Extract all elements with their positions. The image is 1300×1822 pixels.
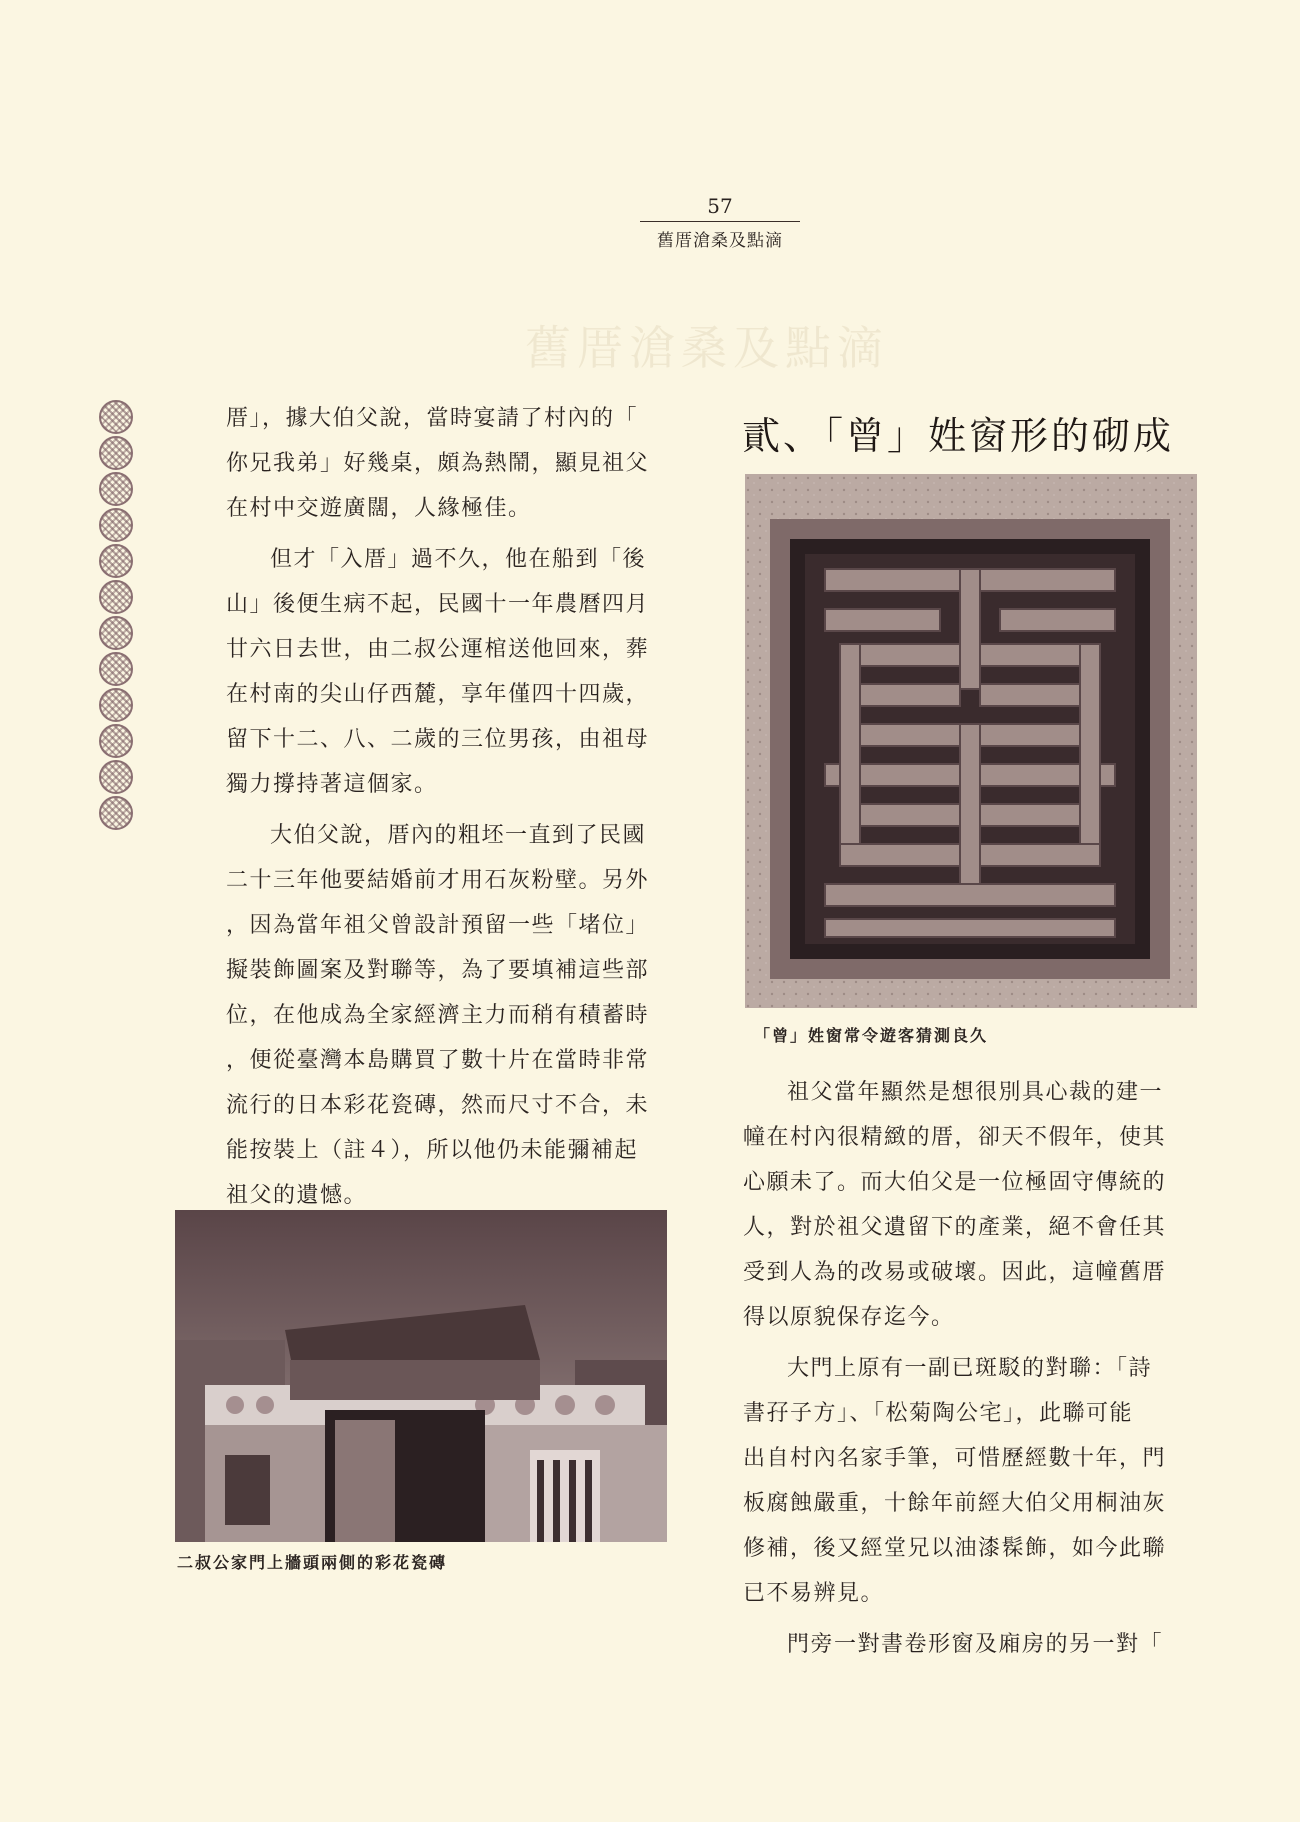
text-line: 但才「入厝」過不久，他在船到「後: [270, 547, 647, 572]
seal-ornament-icon: [99, 436, 133, 470]
text-line: 二十三年他要結婚前才用石灰粉壁。另外: [226, 868, 650, 893]
text-line: 能按裝上（註４），所以他仍未能彌補起: [226, 1138, 639, 1163]
left-text-column: [226, 396, 671, 1218]
seal-ornament-icon: [99, 688, 133, 722]
text-line: 書孖子方」、「松菊陶公宅」，此聯可能: [743, 1401, 1134, 1426]
page-number: 57: [707, 194, 733, 218]
text-line: 大伯父說，厝內的粗坯一直到了民國: [270, 823, 647, 848]
text-line: 幢在村內很精緻的厝，卻天不假年，使其: [743, 1125, 1167, 1150]
zeng-window-illustration: [745, 474, 1197, 1008]
seal-ornament-icon: [99, 472, 133, 506]
text-line: 在村中交遊廣闊，人緣極佳。: [226, 496, 532, 521]
gate-illustration: [175, 1210, 667, 1542]
show-through-title: 舊厝滄桑及點滴: [525, 321, 889, 375]
text-line: 得以原貌保存迄今。: [743, 1305, 955, 1330]
text-line: 修補，後又經堂兄以油漆髹飾，如今此聯: [743, 1536, 1167, 1561]
text-line: 廿六日去世，由二叔公運棺送他回來，葬: [226, 637, 650, 662]
text-line: 已不易辨見。: [743, 1581, 885, 1606]
right-text-column: [743, 1070, 1190, 1667]
running-title: 舊厝滄桑及點滴: [657, 231, 783, 251]
seal-ornament-icon: [99, 580, 133, 614]
header-rule: [640, 221, 800, 222]
left-paragraph-1: [226, 396, 671, 531]
zeng-window-photo: [745, 474, 1197, 1008]
seal-ornament-icon: [99, 796, 133, 830]
text-line: ，便從臺灣本島購買了數十片在當時非常: [226, 1048, 650, 1073]
text-line: 出自村內名家手筆，可惜歷經數十年，門: [743, 1446, 1167, 1471]
gate-photo-caption: 二叔公家門上牆頭兩側的彩花瓷磚: [177, 1553, 448, 1572]
seal-ornament-column: [99, 400, 135, 832]
text-line: 獨力撐持著這個家。: [226, 772, 438, 797]
right-paragraph-3: [743, 1622, 1190, 1667]
right-paragraph-2: [743, 1346, 1190, 1616]
seal-ornament-icon: [99, 724, 133, 758]
text-line: 擬裝飾圖案及對聯等，為了要填補這些部: [226, 958, 650, 983]
seal-ornament-icon: [99, 760, 133, 794]
text-line: ，因為當年祖父曾設計預留一些「堵位」: [226, 913, 650, 938]
seal-ornament-icon: [99, 616, 133, 650]
seal-ornament-icon: [99, 400, 133, 434]
right-paragraph-1: [743, 1070, 1190, 1340]
text-line: 板腐蝕嚴重，十餘年前經大伯父用桐油灰: [743, 1491, 1167, 1516]
text-line: 門旁一對書卷形窗及廂房的另一對「: [787, 1632, 1164, 1657]
seal-ornament-icon: [99, 544, 133, 578]
text-line: 山」後便生病不起，民國十一年農曆四月: [226, 592, 650, 617]
seal-ornament-icon: [99, 652, 133, 686]
left-paragraph-2: [226, 537, 671, 807]
text-line: 心願未了。而大伯父是一位極固守傳統的: [743, 1170, 1167, 1195]
text-line: 留下十二、八、二歲的三位男孩，由祖母: [226, 727, 650, 752]
section-title: 貳、「曾」姓窗形的砌成: [742, 414, 1175, 458]
left-paragraph-3: [226, 813, 671, 1218]
text-line: 祖父的遺憾。: [226, 1183, 368, 1208]
seal-ornament-icon: [99, 508, 133, 542]
text-line: 人，對於祖父遺留下的產業，絕不會任其: [743, 1215, 1167, 1240]
text-line: 在村南的尖山仔西麓，享年僅四十四歲，: [226, 682, 650, 707]
gate-photo: [175, 1210, 667, 1542]
text-line: 位，在他成為全家經濟主力而稍有積蓄時: [226, 1003, 650, 1028]
text-line: 受到人為的改易或破壞。因此，這幢舊厝: [743, 1260, 1167, 1285]
text-line: 你兄我弟」好幾桌，頗為熱鬧，顯見祖父: [226, 451, 650, 476]
page-header: [620, 194, 820, 251]
text-line: 祖父當年顯然是想很別具心裁的建一: [787, 1080, 1164, 1105]
text-line: 流行的日本彩花瓷磚，然而尺寸不合，未: [226, 1093, 650, 1118]
window-photo-caption: 「曾」姓窗常令遊客猜測良久: [754, 1026, 989, 1045]
text-line: 厝」，據大伯父說，當時宴請了村內的「: [226, 406, 639, 431]
text-line: 大門上原有一副已斑駁的對聯：「詩: [787, 1356, 1153, 1381]
